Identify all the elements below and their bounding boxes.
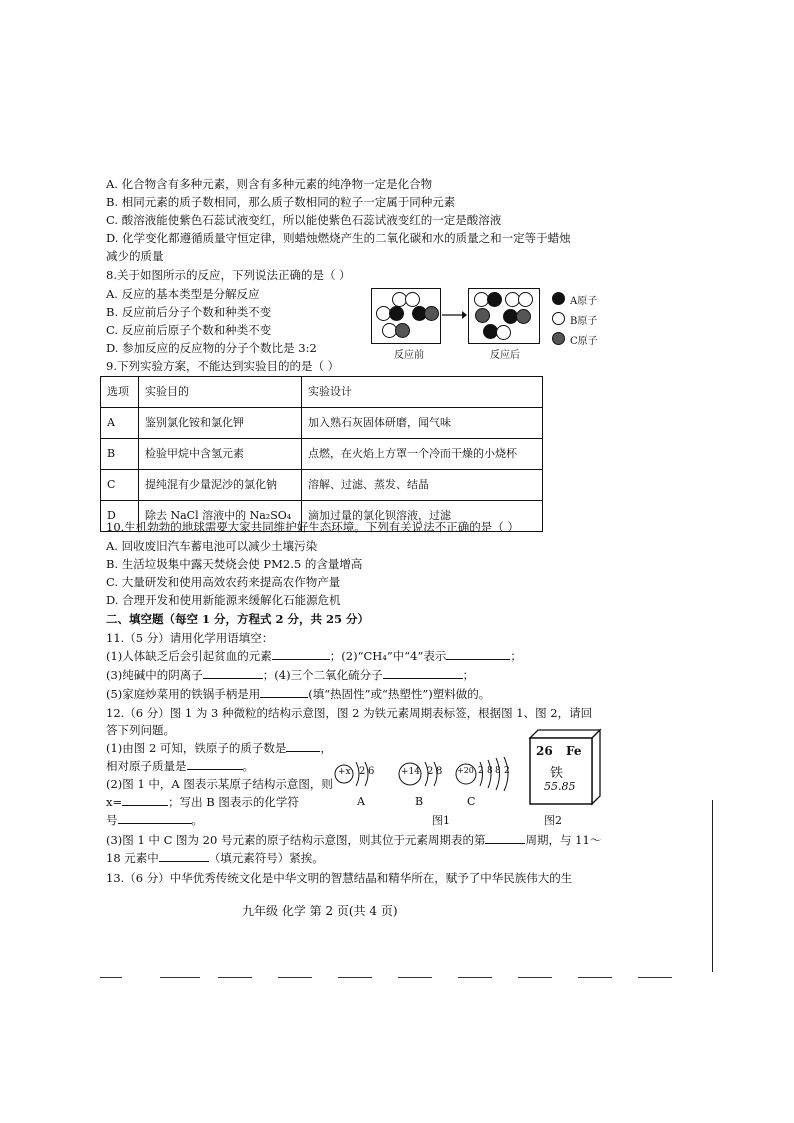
iron-name: 铁 bbox=[550, 766, 564, 781]
table-row bbox=[101, 470, 543, 501]
q10-option-c: C. 大量研发和使用高效农药来提高农作物产量 bbox=[106, 575, 341, 589]
q7-option-a: A. 化合物含有多种元素，则含有多种元素的纯净物一定是化合物 bbox=[106, 177, 433, 191]
scan-dash bbox=[160, 977, 200, 978]
atom-b-nucleus: +14 bbox=[401, 767, 420, 777]
table-cell: 除去 NaCl 溶液中的 Na₂SO₄ bbox=[139, 501, 302, 532]
atom-c bbox=[424, 306, 439, 321]
q11-part-1: (1)人体缺乏后会引起贫血的元素 bbox=[106, 649, 272, 663]
q7-option-c: C. 酸溶液能使紫色石蕊试液变红，所以能使紫色石蕊试液变红的一定是酸溶液 bbox=[106, 213, 502, 227]
q12-text: 相对原子质量是 bbox=[106, 759, 187, 773]
scan-dash bbox=[278, 977, 312, 978]
q11-line-3 bbox=[106, 686, 490, 702]
legend-b-swatch bbox=[552, 312, 565, 325]
scan-dash bbox=[338, 977, 372, 978]
atom-b-shell: 2 bbox=[427, 766, 434, 777]
table-cell: A bbox=[101, 408, 139, 439]
q12-part-3 bbox=[106, 832, 601, 848]
legend-a-swatch bbox=[552, 292, 565, 305]
q10-option-a: A. 回收废旧汽车蓄电池可以减少土壤污染 bbox=[106, 539, 318, 553]
table-header: 实验目的 bbox=[139, 377, 302, 408]
table-header-row bbox=[101, 377, 543, 408]
caption-before: 反应前 bbox=[394, 350, 424, 361]
q8-option-c: C. 反应前后原子个数和种类不变 bbox=[106, 323, 272, 337]
q12-text: 号 bbox=[106, 813, 118, 827]
q12-text: 。 bbox=[191, 813, 203, 827]
scan-dash bbox=[398, 977, 432, 978]
answer-blank[interactable] bbox=[260, 686, 308, 698]
legend-c-swatch bbox=[552, 332, 565, 345]
q11-part-2: ；(2)“CH₄”中“4”表示 bbox=[329, 649, 447, 663]
q12-text: (1)由图 2 可知，铁原子的质子数是 bbox=[106, 741, 287, 755]
scan-dash bbox=[218, 977, 252, 978]
q11-sep: ； bbox=[510, 649, 522, 663]
q11-stem: 11.（5 分）请用化学用语填空： bbox=[106, 631, 274, 645]
figure-1-caption: 图1 bbox=[432, 814, 450, 827]
table-cell: 加入熟石灰固体研磨，闻气味 bbox=[302, 408, 543, 439]
q11-part-4: ；(4)三个二氧化硫分子 bbox=[262, 668, 383, 682]
table-cell: 检验甲烷中含氢元素 bbox=[139, 439, 302, 470]
q7-option-b: B. 相同元素的质子数相同，那么质子数相同的粒子一定属于同种元素 bbox=[106, 195, 456, 209]
table-cell: B bbox=[101, 439, 139, 470]
atom-c-shell: 8 bbox=[487, 766, 493, 776]
atom-c bbox=[516, 309, 531, 324]
legend-a-label: A原子 bbox=[570, 296, 598, 307]
q8-option-d: D. 参加反应的反应物的分子个数比是 3:2 bbox=[106, 341, 317, 355]
reaction-before-box bbox=[371, 288, 441, 344]
table-cell: 点燃，在火焰上方罩一个冷而干燥的小烧杯 bbox=[302, 439, 543, 470]
q10-stem: 10.生机勃勃的地球需要大家共同维护好生态环境。下列有关说法不正确的是（ ） bbox=[106, 520, 519, 534]
q7-option-d-cont: 减少的质量 bbox=[106, 249, 164, 263]
atom-b bbox=[405, 292, 420, 307]
q11-part-3: (3)纯碱中的阴离子 bbox=[106, 668, 203, 682]
iron-mass: 55.85 bbox=[544, 780, 576, 793]
experiment-table bbox=[100, 376, 543, 532]
q12-text: ；写出 B 图表示的化学符 bbox=[168, 795, 299, 809]
answer-blank[interactable] bbox=[118, 812, 192, 824]
scan-edge-line bbox=[712, 800, 713, 972]
q12-text: 18 元素中 bbox=[106, 851, 159, 865]
answer-blank[interactable] bbox=[286, 740, 320, 752]
atom-a-shell: 6 bbox=[368, 766, 375, 777]
answer-blank[interactable] bbox=[159, 850, 209, 862]
q12-part-2c bbox=[106, 812, 203, 828]
page-footer: 九年级 化学 第 2 页(共 4 页) bbox=[242, 904, 398, 918]
atom-c bbox=[475, 308, 490, 323]
scan-dash bbox=[638, 977, 672, 978]
q11-part-6: (填“热固性”或“热塑性”)塑料做的。 bbox=[308, 687, 491, 701]
q12-text: 周期，与 11～ bbox=[525, 833, 602, 847]
answer-blank[interactable] bbox=[446, 648, 510, 660]
legend-c-label: C原子 bbox=[570, 336, 598, 347]
table-header: 实验设计 bbox=[302, 377, 543, 408]
table-cell: 提纯混有少量泥沙的氯化钠 bbox=[139, 470, 302, 501]
q12-part-2: (2)图 1 中，A 图表示某原子结构示意图，则 bbox=[106, 777, 333, 791]
q8-option-a: A. 反应的基本类型是分解反应 bbox=[106, 287, 260, 301]
scan-dash bbox=[578, 977, 612, 978]
q12-part-2b bbox=[106, 794, 299, 810]
atom-c bbox=[395, 323, 410, 338]
section-2-title: 二、填空题（每空 1 分，方程式 2 分，共 25 分） bbox=[106, 612, 370, 626]
q11-line-1 bbox=[106, 648, 522, 664]
atom-a bbox=[487, 292, 502, 307]
atom-c-nucleus: +20 bbox=[457, 766, 474, 775]
answer-blank[interactable] bbox=[203, 667, 263, 679]
q12-intro-1: 12.（6 分）图 1 为 3 种微粒的结构示意图，图 2 为铁元素周期表标签，根据图 1、图 2，请回 bbox=[106, 706, 593, 720]
table-cell: C bbox=[101, 470, 139, 501]
atom-a-shell: 2 bbox=[359, 766, 366, 777]
q10-option-d: D. 合理开发和使用新能源来缓解化石能源危机 bbox=[106, 593, 341, 607]
atom-c-shell: 2 bbox=[478, 766, 484, 776]
q8-stem: 8.关于如图所示的反应，下列说法正确的是（ ） bbox=[106, 268, 351, 282]
reaction-arrow-icon bbox=[440, 308, 468, 322]
iron-symbol: Fe bbox=[566, 744, 582, 758]
q12-text: ， bbox=[320, 741, 332, 755]
table-header: 选项 bbox=[101, 377, 139, 408]
legend-b-label: B原子 bbox=[570, 316, 598, 327]
scan-dash bbox=[518, 977, 552, 978]
atom-a-label: A bbox=[357, 795, 365, 808]
atom-b bbox=[496, 325, 511, 340]
atom-b-label: B bbox=[415, 795, 424, 808]
q10-option-b: B. 生活垃圾集中露天焚烧会使 PM2.5 的含量增高 bbox=[106, 557, 363, 571]
iron-tile-frame bbox=[528, 728, 602, 806]
atom-a bbox=[389, 306, 404, 321]
q8-option-b: B. 反应前后分子个数和种类不变 bbox=[106, 305, 272, 319]
table-cell: 鉴别氯化铵和氯化钾 bbox=[139, 408, 302, 439]
answer-blank[interactable] bbox=[485, 832, 525, 844]
q7-option-d: D. 化学变化都遵循质量守恒定律，则蜡烛燃烧产生的二氧化碳和水的质量之和一定等于蜡烛 bbox=[106, 231, 571, 245]
scan-dash bbox=[458, 977, 492, 978]
q12-text: x= bbox=[106, 795, 123, 809]
q9-stem: 9.下列实验方案，不能达到实验目的的是（ ） bbox=[106, 359, 340, 373]
q12-intro-2: 答下列问题。 bbox=[106, 723, 175, 737]
answer-blank[interactable] bbox=[272, 648, 330, 660]
scan-dash bbox=[100, 977, 122, 978]
table-row bbox=[101, 439, 543, 470]
q11-part-5: (5)家庭炒菜用的铁锅手柄是用 bbox=[106, 687, 261, 701]
atom-b bbox=[518, 292, 533, 307]
table-row bbox=[101, 408, 543, 439]
table-cell: 溶解、过滤、蒸发、结晶 bbox=[302, 470, 543, 501]
atom-b-shell: 8 bbox=[436, 766, 443, 777]
atom-a-nucleus: +x bbox=[338, 767, 351, 777]
q11-line-2 bbox=[106, 667, 474, 683]
answer-blank[interactable] bbox=[122, 794, 168, 806]
q12-text: (3)图 1 中 C 图为 20 号元素的原子结构示意图，则其位于元素周期表的第 bbox=[106, 833, 486, 847]
q11-sep: ； bbox=[462, 668, 475, 682]
table-cell: D bbox=[101, 501, 139, 532]
caption-after: 反应后 bbox=[490, 350, 520, 361]
iron-atomic-number: 26 bbox=[536, 744, 553, 758]
reaction-after-box bbox=[468, 288, 540, 344]
q12-part-1 bbox=[106, 740, 332, 756]
atom-c-shell: 2 bbox=[504, 766, 510, 776]
q12-text: （填元素符号）紧挨。 bbox=[208, 851, 324, 865]
table-cell: 滴加过量的氯化钡溶液，过滤 bbox=[302, 501, 543, 532]
figure-2-caption: 图2 bbox=[544, 814, 562, 827]
answer-blank[interactable] bbox=[383, 667, 463, 679]
q12-text: 。 bbox=[242, 759, 254, 773]
answer-blank[interactable] bbox=[187, 758, 243, 770]
q12-part-3b bbox=[106, 850, 324, 866]
q13-stem: 13.（6 分）中华优秀传统文化是中华文明的智慧结晶和精华所在，赋予了中华民族伟大的生 bbox=[106, 871, 573, 885]
atom-c-shell: 8 bbox=[495, 766, 501, 776]
atom-c-label: C bbox=[467, 795, 476, 808]
q12-part-1b bbox=[106, 758, 254, 774]
